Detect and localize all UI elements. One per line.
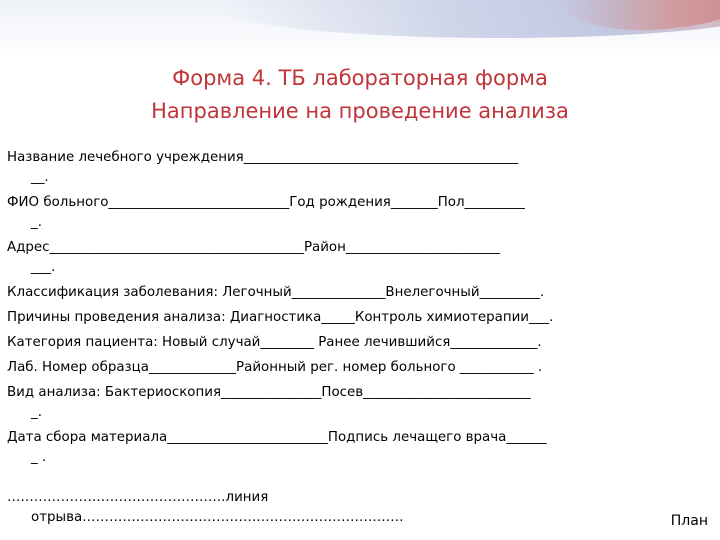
header-decoration xyxy=(0,0,720,58)
form-line-analysis-type: Вид анализа: Бактериоскопия_______________Посев_________________________ xyxy=(7,385,531,400)
plan-link[interactable]: План xyxy=(670,513,708,529)
form-line-patient-name: ФИО больного___________________________Год рождения_______Пол_________ xyxy=(7,195,525,210)
form-line-collection-date: Дата сбора материала________________________Подпись лечащего врача______ xyxy=(7,430,547,445)
form-line-reasons: Причины проведения анализа: Диагностика_____Контроль химиотерапии___. xyxy=(7,310,554,325)
form-line-classification: Классификация заболевания: Легочный______________Внелегочный_________. xyxy=(7,285,545,300)
tear-line-cont: отрыва……………………………………………………………… xyxy=(31,510,404,525)
form-line-category: Категория пациента: Новый случай________ Ранее лечившийся_____________. xyxy=(7,335,542,350)
form-line-collection-date-cont: _ . xyxy=(31,450,47,465)
form-line-patient-name-cont: _. xyxy=(31,215,42,230)
form-line-institution: Название лечебного учреждения_________________________________________ xyxy=(7,150,519,165)
slide-title: Форма 4. ТБ лабораторная форма xyxy=(172,66,548,90)
form-line-sample-number: Лаб. Номер образца_____________Районный рег. номер больного ___________ . xyxy=(7,360,543,375)
form-line-institution-cont: __. xyxy=(31,170,49,185)
form-spacer xyxy=(7,468,713,488)
form-line-address: Адрес______________________________________Район_______________________ xyxy=(7,240,500,255)
form-line-analysis-type-cont: _. xyxy=(31,405,42,420)
form-line-address-cont: ___. xyxy=(31,260,56,275)
tear-line: ………………………………………….линия xyxy=(7,490,269,505)
lab-referral-form xyxy=(7,148,713,528)
slide-subtitle: Направление на проведение анализа xyxy=(151,99,569,123)
